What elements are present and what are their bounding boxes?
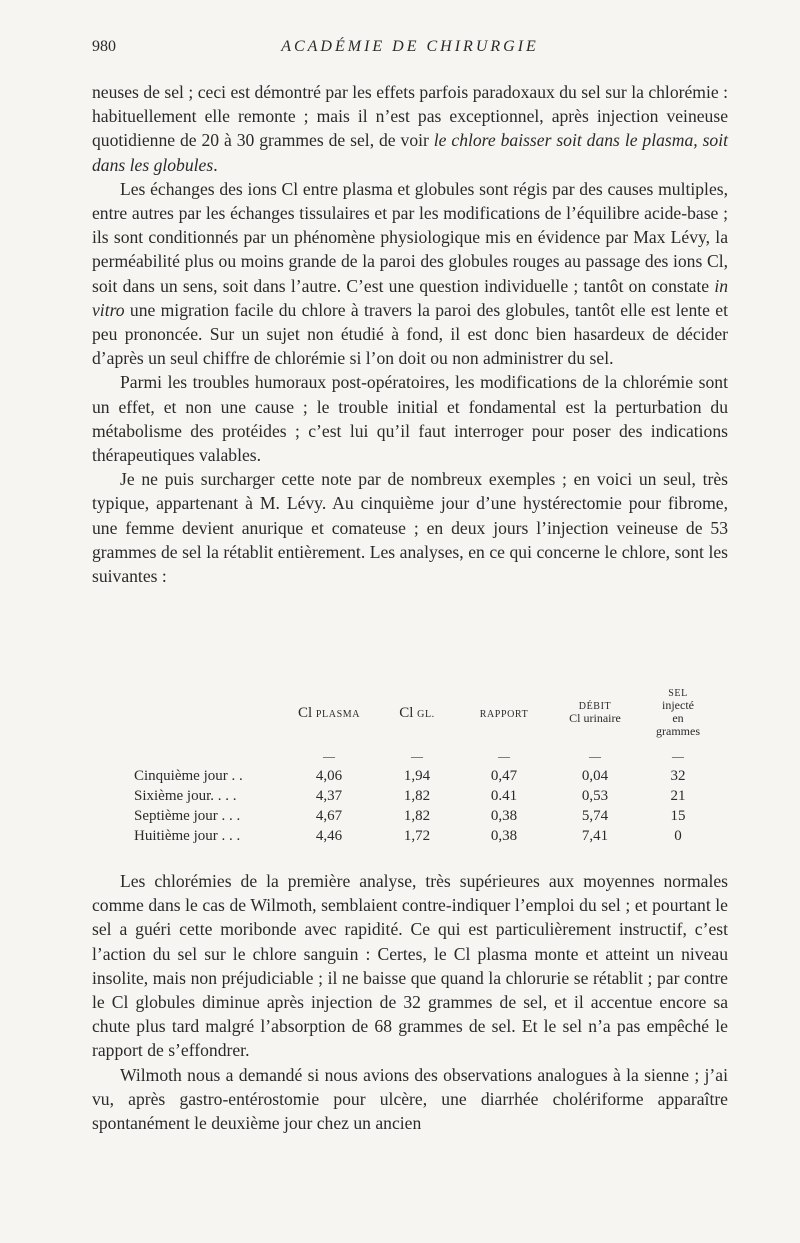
bottom-text-block: [92, 869, 728, 1135]
cell-rapport: 0,38: [490, 807, 518, 824]
dash-row: — — — — —: [323, 749, 684, 763]
header-debit: DÉBIT Cl urinaire: [569, 701, 621, 725]
paragraph: Parmi les troubles humoraux post-opératoires, les modifications de la chlorémie sont un effet, et non une cause ; le trouble initial et fondamental est la perturbation du métabolisme des protéides ; c’est lui qu’il faut interroger pour poser des indications thérapeutiques valables.: [92, 372, 728, 466]
cell-rapport: 0,47: [490, 767, 518, 784]
paragraph: neuses de sel ; ceci est démontré par les effets parfois paradoxaux du sel sur la chlorémie : habituellement elle remonte ; mais il n’est pas exceptionnel, après injection veineuse quotidienne de 20 à 30 grammes de sel, de voir le chlore baisser soit dans le plasma, soit dans les globules.: [92, 82, 728, 175]
header-blank: [132, 680, 282, 746]
row-label: Cinquième jour . .: [134, 767, 243, 784]
table-row: [132, 806, 716, 826]
paragraph: Les échanges des ions Cl entre plasma et globules sont régis par des causes multiples, entre autres par les échanges tissulaires et par les modifications de l’équilibre acide-base ; ils sont conditionnés par un phénomène physiologique mis en évidence par Max Lévy, la perméabilité plus ou moins grande de la paroi des globules rouges au passage des ions Cl, soit dans un sens, soit dans l’autre. C’est une question individuelle ; tantôt on constate in vitro une migration facile du chlore à travers la paroi des globules, tantôt elle est lente et peu prononcée. Sur un sujet non étudié à fond, il est donc bien hasardeux de décider d’après un seul chiffre de chlorémie si l’on doit ou non administrer du sel.: [92, 178, 728, 369]
row-label: Huitième jour . . .: [134, 827, 241, 844]
cell-cl-plasma: 4,67: [315, 807, 343, 824]
top-text-block: [92, 80, 728, 588]
cell-cl-gl: 1,94: [403, 767, 431, 784]
header-sel: SEL injecté en grammes: [656, 688, 700, 738]
cell-debit: 0,53: [581, 787, 609, 804]
cell-rapport: 0.41: [490, 787, 518, 804]
header-rapport: RAPPORT: [479, 708, 529, 720]
chlorine-analysis-table: [132, 680, 716, 846]
cell-cl-plasma: 4,37: [315, 787, 343, 804]
table-header-row: [132, 680, 716, 746]
table-row: [132, 826, 716, 846]
cell-debit: 5,74: [581, 807, 609, 824]
cell-sel: 15: [670, 807, 686, 824]
page-header: [92, 38, 728, 60]
paragraph: Les chlorémies de la première analyse, très supérieures aux moyennes normales comme dans le cas de Wilmoth, semblaient contre-indiquer l’emploi du sel ; et pourtant le sel a guéri cette moribonde avec rapidité. Ce qui est particulièrement instructif, c’est l’action du sel sur le chlore sanguin : Certes, le Cl plasma monte et atteint un niveau insolite, mais non préjudiciable ; il ne baisse que quand la chlorurie se rétablit ; par contre le Cl globules diminue après injection de 32 grammes de sel, et il accentue encore sa chute plus tard malgré l’absorption de 68 grammes de sel. Et le sel n’a pas empêché le rapport de s’effondrer.: [92, 871, 728, 1061]
header-cl-plasma: Cl PLASMA: [297, 704, 361, 721]
cell-cl-plasma: 4,06: [315, 767, 343, 784]
cell-debit: 7,41: [581, 827, 609, 844]
cell-cl-gl: 1,82: [403, 807, 431, 824]
cell-sel: 32: [670, 767, 686, 784]
paragraph: Wilmoth nous a demandé si nous avions des observations analogues à la sienne ; j’ai vu, après gastro-entérostomie pour ulcère, une diarrhée cholériforme apparaître spontanément le deuxième jour chez un ancien: [92, 1064, 728, 1134]
cell-debit: 0,04: [581, 767, 609, 784]
cell-rapport: 0,38: [490, 827, 518, 844]
paragraph: Je ne puis surcharger cette note par de nombreux exemples ; en voici un seul, très typique, appartenant à M. Lévy. Au cinquième jour d’une hystérectomie pour fibrome, une femme devient anurique et comateuse ; en deux jours l’injection veineuse de 53 grammes de sel la rétablit entièrement. Les analyses, en ce qui concerne le chlore, sont les suivantes :: [92, 469, 728, 587]
cell-sel: 0: [674, 827, 682, 844]
table-row: [132, 786, 716, 806]
row-label: Septième jour . . .: [134, 807, 241, 824]
cell-sel: 21: [670, 787, 686, 804]
cell-cl-plasma: 4,46: [315, 827, 343, 844]
table-row: [132, 766, 716, 786]
running-head: ACADÉMIE DE CHIRURGIE: [281, 38, 539, 55]
cell-cl-gl: 1,72: [403, 827, 431, 844]
row-label: Sixième jour. . . .: [134, 787, 237, 804]
page-number: 980: [92, 38, 116, 55]
cell-cl-gl: 1,82: [403, 787, 431, 804]
header-cl-gl: Cl GL.: [399, 704, 435, 721]
